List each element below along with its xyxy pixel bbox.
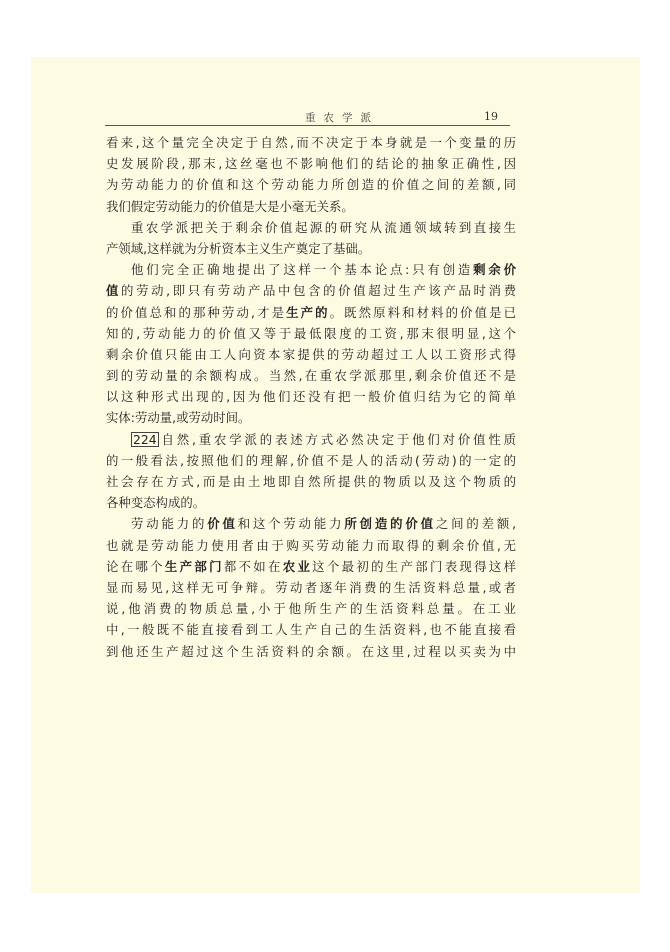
- text-line: 中,一般既不能直接看到工人生产自己的生活资料,也不能直接看: [106, 622, 516, 638]
- text-line: 产领域,这样就为分析资本主义生产奠定了基础。: [106, 240, 371, 256]
- text-line: 他们完全正确地提出了这样一个基本论点:只有创造剩余价: [131, 262, 516, 278]
- text-line: 为劳动能力的价值和这个劳动能力所创造的价值之间的差额,同: [106, 177, 516, 193]
- text-line: 显而易见,这样无可争辩。劳动者逐年消费的生活资料总量,或者: [106, 579, 516, 595]
- header-rule: [105, 125, 510, 126]
- emphasis: 剩余价: [473, 262, 516, 278]
- emphasis: 价值: [207, 516, 238, 532]
- text-line: 到他还生产超过这个生活资料的余额。在这里,过程以买卖为中: [106, 643, 516, 659]
- text-line: 各种变态构成的。: [106, 495, 206, 511]
- text-line: 知的,劳动能力的价值又等于最低限度的工资,那末很明显,这个: [106, 325, 516, 341]
- page-number: 19: [484, 110, 498, 123]
- page-header: [105, 107, 510, 127]
- emphasis: 所创造的价值: [344, 516, 436, 532]
- text-line: 社会存在方式,而是由土地即自然所提供的物质以及这个物质的: [106, 474, 516, 489]
- text-line: 值的劳动,即只有劳动产品中包含的价值超过生产该产品时消费: [106, 283, 516, 299]
- text-line: 剩余价值只能由工人向资本家提供的劳动超过工人以工资形式得: [106, 346, 516, 362]
- original-page-marker: 224: [133, 431, 157, 447]
- text-line: 也就是劳动能力使用者由于购买劳动能力而取得的剩余价值,无: [106, 537, 516, 553]
- text-line: 重农学派把关于剩余价值起源的研究从流通领域转到直接生: [131, 219, 516, 235]
- emphasis: 生产的: [286, 304, 330, 320]
- emphasis: 农业: [282, 558, 313, 574]
- emphasis: 值: [106, 283, 122, 299]
- text-line: 的价值总和的那种劳动,才是生产的。既然原料和材料的价值是已: [106, 304, 517, 320]
- emphasis: 生产部门: [164, 558, 224, 574]
- text-line: 我们假定劳动能力的价值是大是小毫无关系。: [106, 198, 354, 214]
- text-line: 到的劳动量的余额构成。当然,在重农学派那里,剩余价值还不是: [106, 368, 516, 384]
- running-title: 重农学派: [305, 112, 379, 124]
- text-line: 说,他消费的物质总量,小于他所生产的生活资料总量。在工业: [106, 601, 516, 617]
- text-line: 的一般看法,按照他们的理解,价值不是人的活动(劳动)的一定的: [106, 452, 516, 468]
- text-line: 论在哪个生产部门都不如在农业这个最初的生产部门表现得这样: [106, 558, 517, 574]
- text-line: 实体:劳动量,或劳动时间。: [106, 410, 251, 426]
- text-line: 史发展阶段,那末,这丝毫也不影响他们的结论的抽象正确性,因: [106, 156, 516, 172]
- text-line: 以这种形式出现的,因为他们还没有把一般价值归结为它的简单: [106, 389, 516, 405]
- body-text: [106, 132, 516, 662]
- text-line: 看来,这个量完全决定于自然,而不决定于本身就是一个变量的历: [106, 135, 516, 150]
- text-line: 劳动能力的价值和这个劳动能力所创造的价值之间的差额,: [131, 516, 517, 532]
- text-line: 224 自然,重农学派的表述方式必然决定于他们对价值性质: [133, 431, 516, 447]
